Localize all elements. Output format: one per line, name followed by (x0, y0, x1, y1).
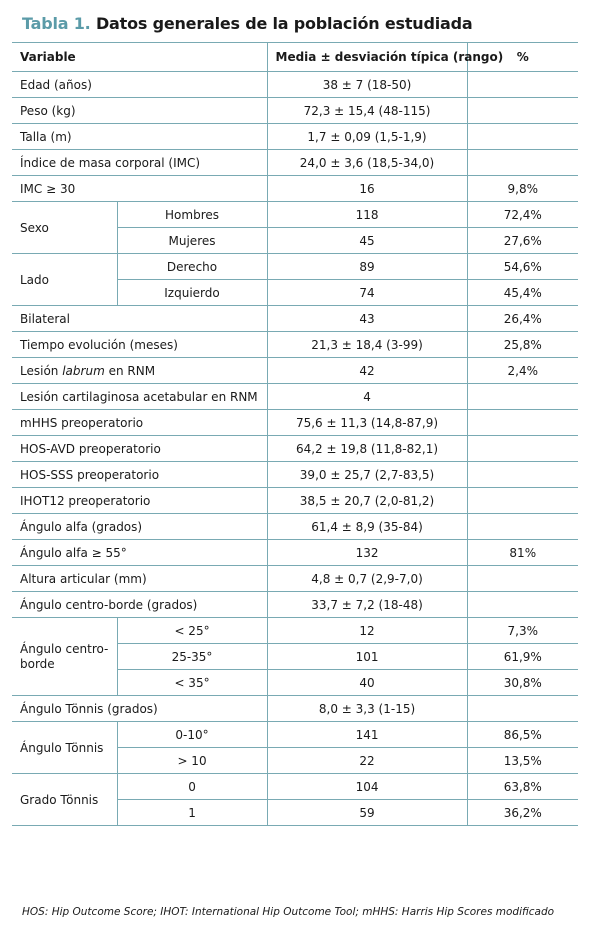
row-label: Talla (m) (12, 124, 267, 150)
row-value: 43 (267, 306, 467, 332)
row-pct: 13,5% (467, 748, 578, 774)
sub-label: Derecho (117, 254, 267, 280)
table-row (12, 462, 578, 488)
row-value: 21,3 ± 18,4 (3-99) (267, 332, 467, 358)
row-label: HOS-SSS preoperatorio (12, 462, 267, 488)
row-pct (467, 150, 578, 176)
sub-label: Izquierdo (117, 280, 267, 306)
row-value: 40 (267, 670, 467, 696)
row-pct: 30,8% (467, 670, 578, 696)
row-value: 104 (267, 774, 467, 800)
label-part: en RNM (104, 363, 156, 378)
row-value: 101 (267, 644, 467, 670)
sub-label: 0 (117, 774, 267, 800)
row-value: 75,6 ± 11,3 (14,8-87,9) (267, 410, 467, 436)
row-label: Índice de masa corporal (IMC) (12, 150, 267, 176)
row-pct: 9,8% (467, 176, 578, 202)
table-row (12, 592, 578, 618)
row-label: IMC ≥ 30 (12, 176, 267, 202)
row-value: 74 (267, 280, 467, 306)
header-media: Media ± desviación típica (rango) (267, 43, 467, 72)
table-footnote: HOS: Hip Outcome Score; IHOT: International Hip Outcome Tool; mHHS: Harris Hip Scores modificado (22, 906, 555, 918)
header-pct: % (467, 43, 578, 72)
table-row (12, 696, 578, 722)
row-label: IHOT12 preoperatorio (12, 488, 267, 514)
row-value: 42 (267, 358, 467, 384)
row-label: mHHS preoperatorio (12, 410, 267, 436)
row-value: 4,8 ± 0,7 (2,9-7,0) (267, 566, 467, 592)
row-pct (467, 592, 578, 618)
table-row (12, 410, 578, 436)
table-row (12, 618, 578, 644)
row-value: 1,7 ± 0,09 (1,5-1,9) (267, 124, 467, 150)
row-pct (467, 124, 578, 150)
row-pct: 2,4% (467, 358, 578, 384)
row-label: Lesión cartilaginosa acetabular en RNM (12, 384, 267, 410)
row-value: 24,0 ± 3,6 (18,5-34,0) (267, 150, 467, 176)
row-value: 72,3 ± 15,4 (48-115) (267, 98, 467, 124)
row-label: Ángulo centro-borde (grados) (12, 592, 267, 618)
sub-label: 1 (117, 800, 267, 826)
row-pct (467, 566, 578, 592)
row-value: 64,2 ± 19,8 (11,8-82,1) (267, 436, 467, 462)
row-pct (467, 72, 578, 98)
table-row (12, 150, 578, 176)
table-row (12, 540, 578, 566)
row-pct: 54,6% (467, 254, 578, 280)
row-pct (467, 514, 578, 540)
row-label: Bilateral (12, 306, 267, 332)
row-pct: 25,8% (467, 332, 578, 358)
sub-label: 25-35° (117, 644, 267, 670)
row-pct (467, 462, 578, 488)
sub-label: < 25° (117, 618, 267, 644)
table-number: Tabla 1. (22, 14, 91, 33)
row-value: 132 (267, 540, 467, 566)
table-row (12, 98, 578, 124)
table-title-text: Datos generales de la población estudiada (95, 14, 473, 33)
row-pct (467, 436, 578, 462)
row-label: HOS-AVD preoperatorio (12, 436, 267, 462)
group-label: Ángulo centro-borde (12, 618, 117, 696)
table-row (12, 384, 578, 410)
row-pct: 81% (467, 540, 578, 566)
group-label: Sexo (12, 202, 117, 254)
row-label: Peso (kg) (12, 98, 267, 124)
row-pct: 27,6% (467, 228, 578, 254)
row-pct (467, 384, 578, 410)
table-row (12, 722, 578, 748)
row-value: 8,0 ± 3,3 (1-15) (267, 696, 467, 722)
row-pct: 72,4% (467, 202, 578, 228)
row-pct: 36,2% (467, 800, 578, 826)
sub-label: > 10 (117, 748, 267, 774)
row-label: Ángulo alfa ≥ 55° (12, 540, 267, 566)
row-pct (467, 696, 578, 722)
group-label: Ángulo Tönnis (12, 722, 117, 774)
header-variable: Variable (12, 43, 267, 72)
row-value: 38,5 ± 20,7 (2,0-81,2) (267, 488, 467, 514)
sub-label: 0-10° (117, 722, 267, 748)
row-pct: 63,8% (467, 774, 578, 800)
table-row (12, 514, 578, 540)
table-row (12, 124, 578, 150)
sub-label: < 35° (117, 670, 267, 696)
row-pct: 45,4% (467, 280, 578, 306)
row-label: Ángulo alfa (grados) (12, 514, 267, 540)
row-value: 33,7 ± 7,2 (18-48) (267, 592, 467, 618)
row-pct: 86,5% (467, 722, 578, 748)
row-value: 16 (267, 176, 467, 202)
table-row (12, 72, 578, 98)
row-label: Ángulo Tönnis (grados) (12, 696, 267, 722)
table-row (12, 436, 578, 462)
table-row (12, 566, 578, 592)
row-value: 4 (267, 384, 467, 410)
row-pct: 7,3% (467, 618, 578, 644)
row-value: 39,0 ± 25,7 (2,7-83,5) (267, 462, 467, 488)
sub-label: Mujeres (117, 228, 267, 254)
table-row (12, 254, 578, 280)
table-row (12, 488, 578, 514)
table-row (12, 774, 578, 800)
table-row (12, 176, 578, 202)
row-value: 89 (267, 254, 467, 280)
group-label: Lado (12, 254, 117, 306)
row-value: 59 (267, 800, 467, 826)
row-value: 22 (267, 748, 467, 774)
table-title (22, 14, 472, 33)
sub-label: Hombres (117, 202, 267, 228)
row-pct (467, 410, 578, 436)
group-label: Grado Tönnis (12, 774, 117, 826)
label-italic: labrum (62, 363, 105, 378)
row-value: 118 (267, 202, 467, 228)
row-value: 12 (267, 618, 467, 644)
data-table (12, 42, 578, 826)
row-label: Tiempo evolución (meses) (12, 332, 267, 358)
row-label (12, 358, 267, 384)
row-value: 141 (267, 722, 467, 748)
label-part: Lesión (20, 363, 63, 378)
row-value: 45 (267, 228, 467, 254)
row-pct (467, 488, 578, 514)
table-row (12, 306, 578, 332)
row-label: Edad (años) (12, 72, 267, 98)
row-pct: 26,4% (467, 306, 578, 332)
table-row (12, 358, 578, 384)
row-label: Altura articular (mm) (12, 566, 267, 592)
table-row (12, 202, 578, 228)
table-row (12, 332, 578, 358)
header-row (12, 43, 578, 72)
row-value: 61,4 ± 8,9 (35-84) (267, 514, 467, 540)
row-pct: 61,9% (467, 644, 578, 670)
row-value: 38 ± 7 (18-50) (267, 72, 467, 98)
row-pct (467, 98, 578, 124)
